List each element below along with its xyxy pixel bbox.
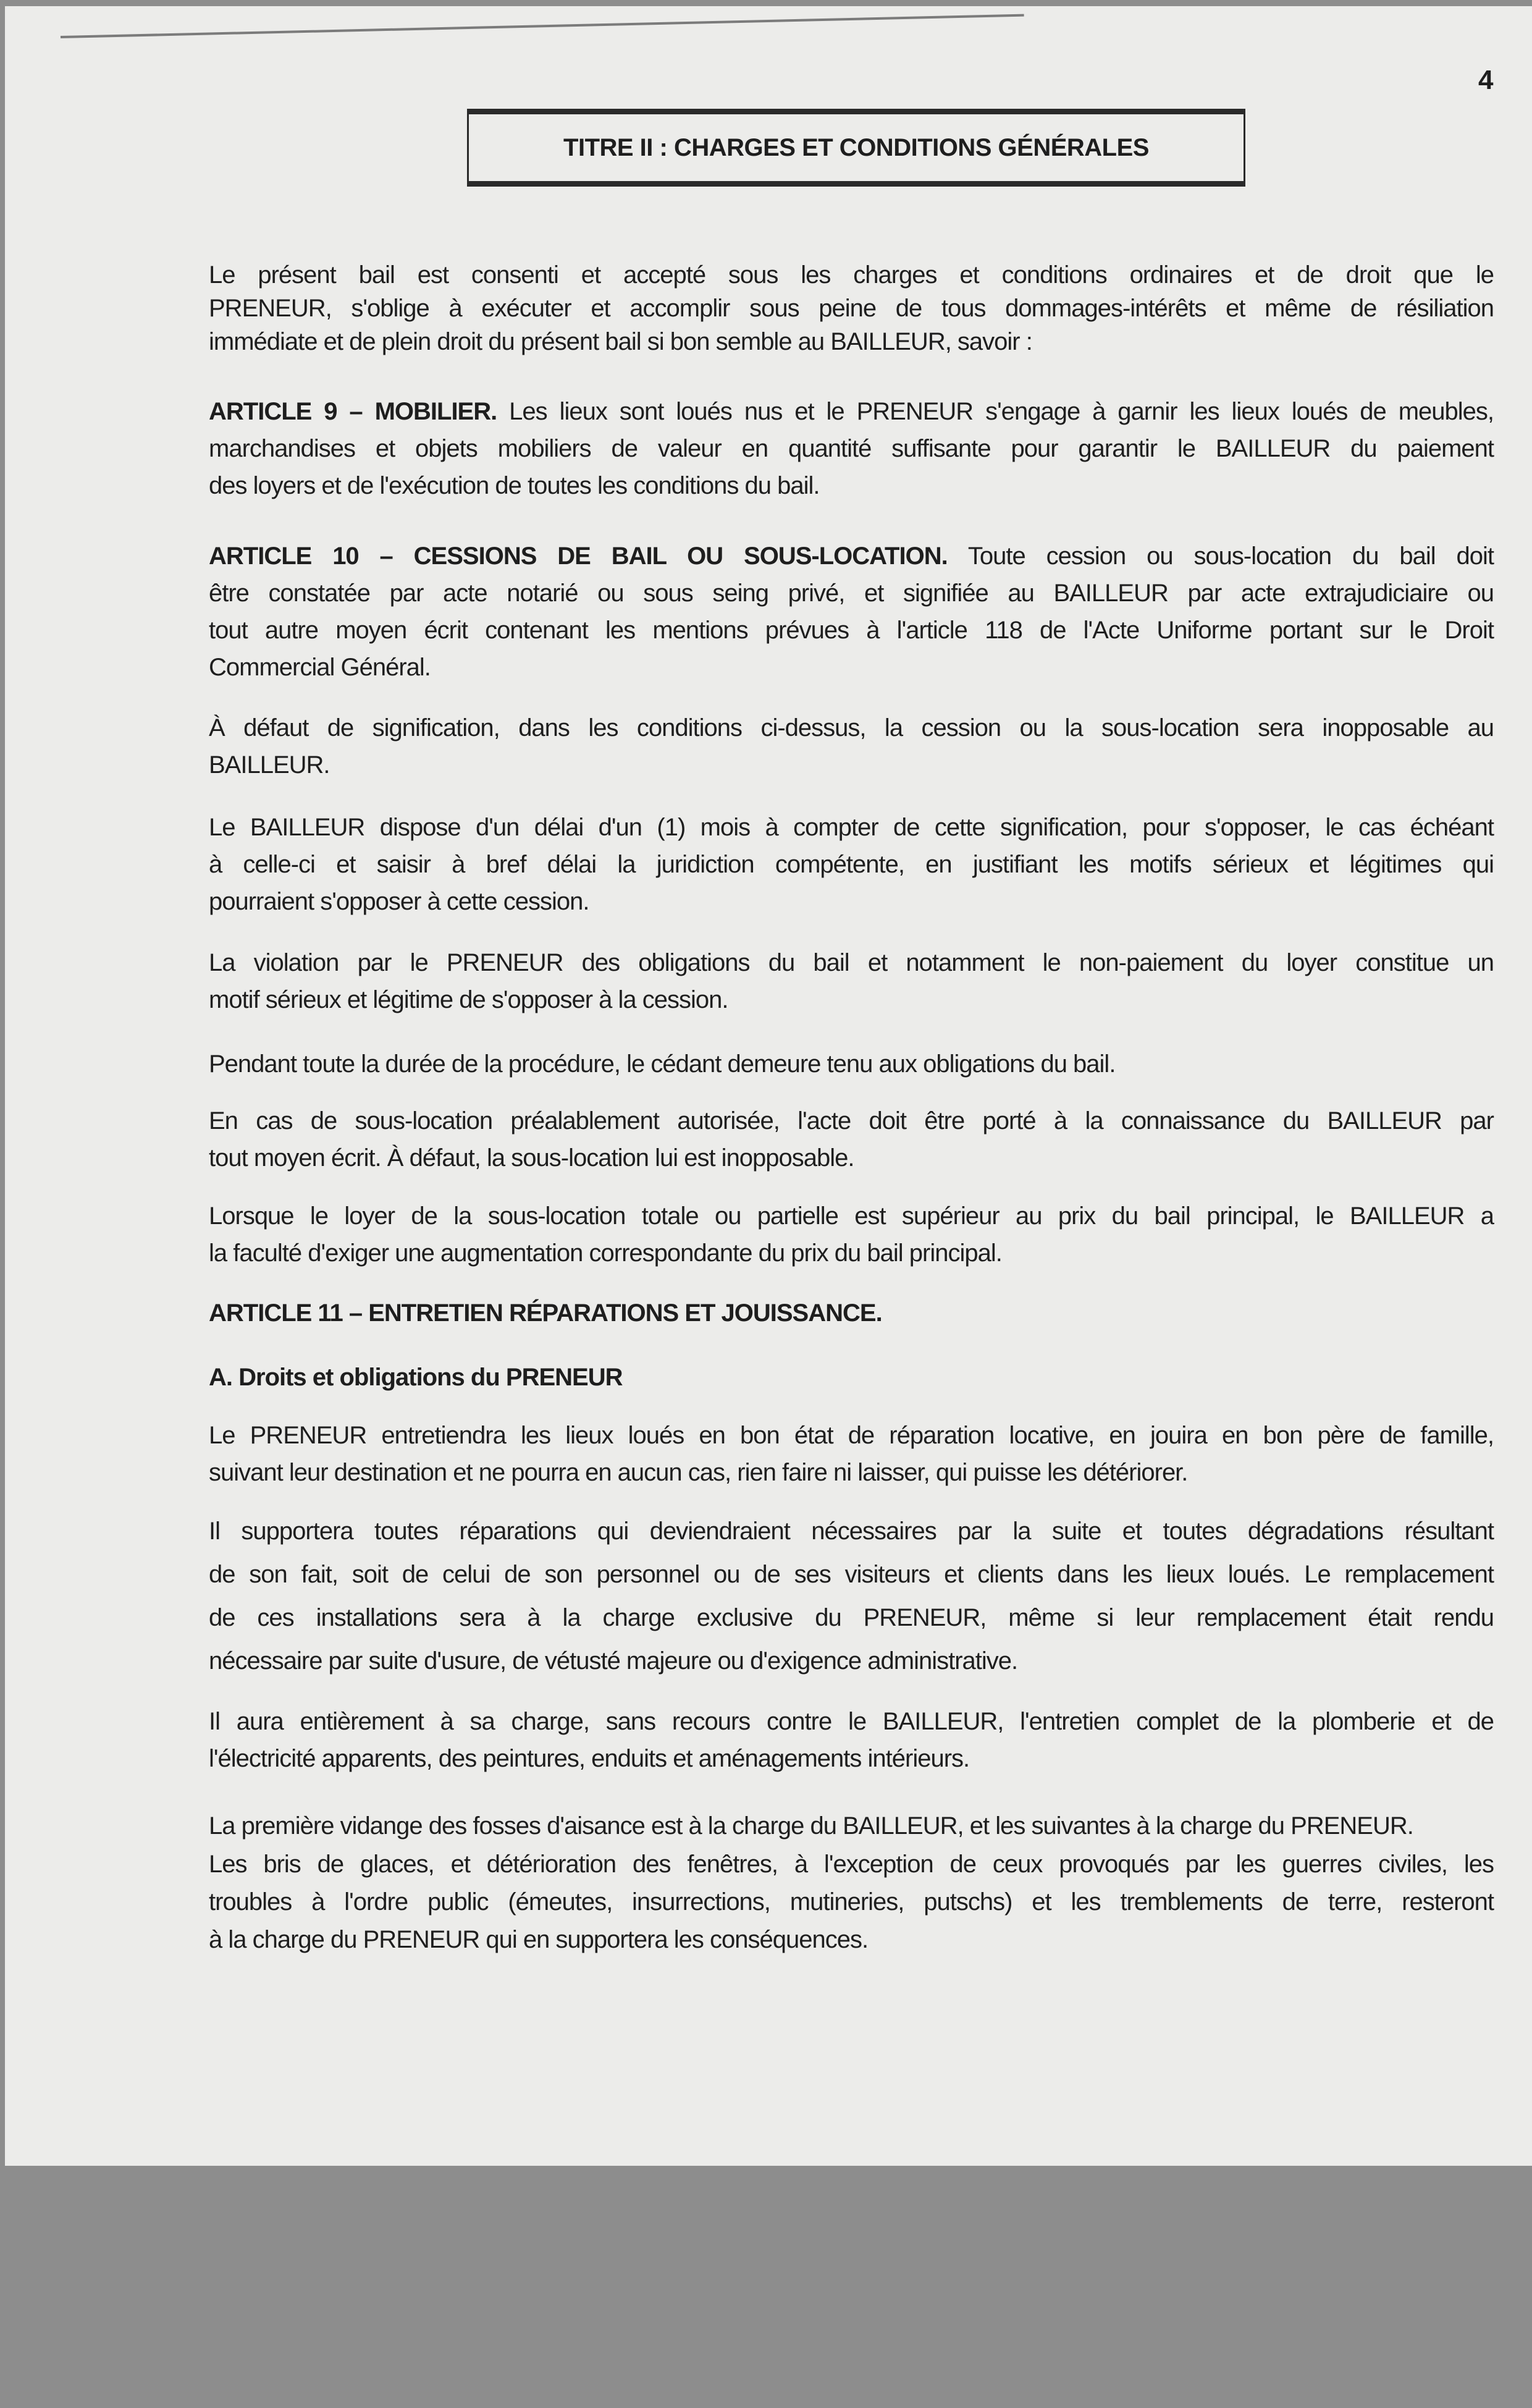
paragraph xyxy=(209,1846,1494,1959)
section-title: TITRE II : CHARGES ET CONDITIONS GÉNÉRALES xyxy=(563,133,1149,161)
line-text: Pendant toute la durée de la procédure, le cédant demeure tenu aux obligations du bail. xyxy=(209,1050,1116,1078)
line-text: A. Droits et obligations du PRENEUR xyxy=(209,1364,623,1391)
text-line xyxy=(209,1703,1494,1740)
text-line xyxy=(209,1846,1494,1883)
line-text: Toute cession ou sous-location du bail doit xyxy=(947,543,1494,570)
text-line xyxy=(209,292,1494,325)
paragraph xyxy=(209,1102,1494,1177)
text-line xyxy=(209,393,1494,430)
paragraph xyxy=(209,393,1494,504)
text-line xyxy=(209,430,1494,467)
paragraph xyxy=(209,258,1494,358)
line-text: la faculté d'exiger une augmentation correspondante du prix du bail principal. xyxy=(209,1240,1002,1267)
line-text: À défaut de signification, dans les conditions ci-dessus, la cession ou la sous-location sera inopposable au xyxy=(209,714,1494,741)
paragraph xyxy=(209,944,1494,1018)
text-line xyxy=(209,1510,1494,1553)
text-line xyxy=(209,1139,1494,1177)
line-text: pourraient s'opposer à cette cession. xyxy=(209,888,589,915)
title-box xyxy=(467,109,1245,187)
line-text: PRENEUR, s'oblige à exécuter et accomplir sous peine de tous dommages-intérêts et même de résiliation xyxy=(209,295,1494,322)
line-text: ARTICLE 11 – ENTRETIEN RÉPARATIONS ET JOUISSANCE. xyxy=(209,1299,882,1327)
text-line xyxy=(209,981,1494,1018)
line-text: Lorsque le loyer de la sous-location totale ou partielle est supérieur au prix du bail principal, le BAILLEUR a xyxy=(209,1202,1494,1230)
paragraph xyxy=(209,1703,1494,1777)
scan-artifact-line xyxy=(61,14,1024,38)
line-text: Le BAILLEUR dispose d'un délai d'un (1) mois à compter de cette signification, pour s'opposer, le cas échéant xyxy=(209,814,1494,841)
line-text: Les bris de glaces, et détérioration des fenêtres, à l'exception de ceux provoqués par les guerres civiles, les xyxy=(209,1850,1494,1878)
line-text: Le PRENEUR entretiendra les lieux loués en bon état de réparation locative, en jouira en bon père de famille, xyxy=(209,1422,1494,1449)
text-line xyxy=(209,1740,1494,1777)
line-text: marchandises et objets mobiliers de valeur en quantité suffisante pour garantir le BAILLEUR du paiement xyxy=(209,435,1494,462)
article-title: ARTICLE 10 – CESSIONS DE BAIL OU SOUS-LOCATION. xyxy=(209,543,948,570)
paragraph xyxy=(209,1046,1494,1083)
text-line xyxy=(209,538,1494,575)
text-line xyxy=(209,1553,1494,1596)
line-text: motif sérieux et légitime de s'opposer à la cession. xyxy=(209,986,728,1013)
line-text: Il aura entièrement à sa charge, sans recours contre le BAILLEUR, l'entretien complet de la plomberie et de xyxy=(209,1708,1494,1735)
text-line xyxy=(209,1639,1494,1683)
text-line xyxy=(209,746,1494,784)
article-title: ARTICLE 9 – MOBILIER. xyxy=(209,398,497,425)
line-text: à la charge du PRENEUR qui en supportera les conséquences. xyxy=(209,1925,869,1953)
line-text: Les lieux sont loués nus et le PRENEUR s'engage à garnir les lieux loués de meubles, xyxy=(497,398,1494,425)
paragraph xyxy=(209,538,1494,686)
line-text: En cas de sous-location préalablement autorisée, l'acte doit être porté à la connaissance du BAILLEUR par xyxy=(209,1107,1494,1134)
text-line xyxy=(209,709,1494,746)
line-text: de son fait, soit de celui de son personnel ou de ses visiteurs et clients dans les lieux loués. Le remplacement xyxy=(209,1561,1494,1588)
line-text: BAILLEUR. xyxy=(209,751,330,779)
line-text: Commercial Général. xyxy=(209,654,431,681)
line-text: tout moyen écrit. À défaut, la sous-location lui est inopposable. xyxy=(209,1144,854,1172)
text-line xyxy=(209,846,1494,883)
text-line xyxy=(209,575,1494,612)
line-text: suivant leur destination et ne pourra en aucun cas, rien faire ni laisser, qui puisse les détériorer. xyxy=(209,1459,1188,1486)
text-line xyxy=(209,1417,1494,1454)
section-heading xyxy=(209,1295,1494,1332)
paragraph xyxy=(209,709,1494,784)
text-line xyxy=(209,1295,1494,1332)
line-text: à celle-ci et saisir à bref délai la juridiction compétente, en justifiant les motifs sérieux et légitimes qui xyxy=(209,851,1494,878)
text-line xyxy=(209,1198,1494,1235)
paragraph xyxy=(209,1417,1494,1491)
line-text: l'électricité apparents, des peintures, enduits et aménagements intérieurs. xyxy=(209,1745,970,1772)
line-text: Le présent bail est consenti et accepté sous les charges et conditions ordinaires et de droit que le xyxy=(209,261,1494,289)
line-text: être constatée par acte notarié ou sous seing privé, et signifiée au BAILLEUR par acte extrajudiciaire ou xyxy=(209,580,1494,607)
text-line xyxy=(209,1046,1494,1083)
text-line xyxy=(209,809,1494,846)
paragraph xyxy=(209,1807,1494,1844)
text-line xyxy=(209,883,1494,920)
line-text: La première vidange des fosses d'aisance est à la charge du BAILLEUR, et les suivantes à la charge du PRENEUR. xyxy=(209,1812,1413,1840)
text-line xyxy=(209,325,1494,358)
line-text: de ces installations sera à la charge exclusive du PRENEUR, même si leur remplacement était rendu xyxy=(209,1604,1494,1631)
paragraph xyxy=(209,809,1494,920)
text-line xyxy=(209,1102,1494,1139)
line-text: des loyers et de l'exécution de toutes les conditions du bail. xyxy=(209,472,820,499)
line-text: immédiate et de plein droit du présent bail si bon semble au BAILLEUR, savoir : xyxy=(209,328,1032,355)
text-line xyxy=(209,1596,1494,1639)
line-text: tout autre moyen écrit contenant les mentions prévues à l'article 118 de l'Acte Uniforme portant sur le Droit xyxy=(209,617,1494,644)
page-number: 4 xyxy=(1478,65,1494,95)
text-line xyxy=(209,467,1494,504)
text-line xyxy=(209,1359,1494,1396)
line-text: La violation par le PRENEUR des obligations du bail et notamment le non-paiement du loyer constitue un xyxy=(209,949,1494,976)
text-line xyxy=(209,1883,1494,1921)
text-line xyxy=(209,1921,1494,1959)
paragraph xyxy=(209,1510,1494,1683)
text-line xyxy=(209,1235,1494,1272)
paragraph xyxy=(209,1198,1494,1272)
text-line xyxy=(209,944,1494,981)
line-text: Il supportera toutes réparations qui deviendraient nécessaires par la suite et toutes dégradations résultant xyxy=(209,1518,1494,1545)
scanned-page xyxy=(5,6,1532,2166)
text-line xyxy=(209,1454,1494,1491)
text-line xyxy=(209,649,1494,686)
text-line xyxy=(209,1807,1494,1844)
line-text: nécessaire par suite d'usure, de vétusté majeure ou d'exigence administrative. xyxy=(209,1647,1018,1675)
section-heading xyxy=(209,1359,1494,1396)
line-text: troubles à l'ordre public (émeutes, insurrections, mutineries, putschs) et les tremblements de terre, resteront xyxy=(209,1888,1494,1916)
text-line xyxy=(209,258,1494,292)
text-line xyxy=(209,612,1494,649)
